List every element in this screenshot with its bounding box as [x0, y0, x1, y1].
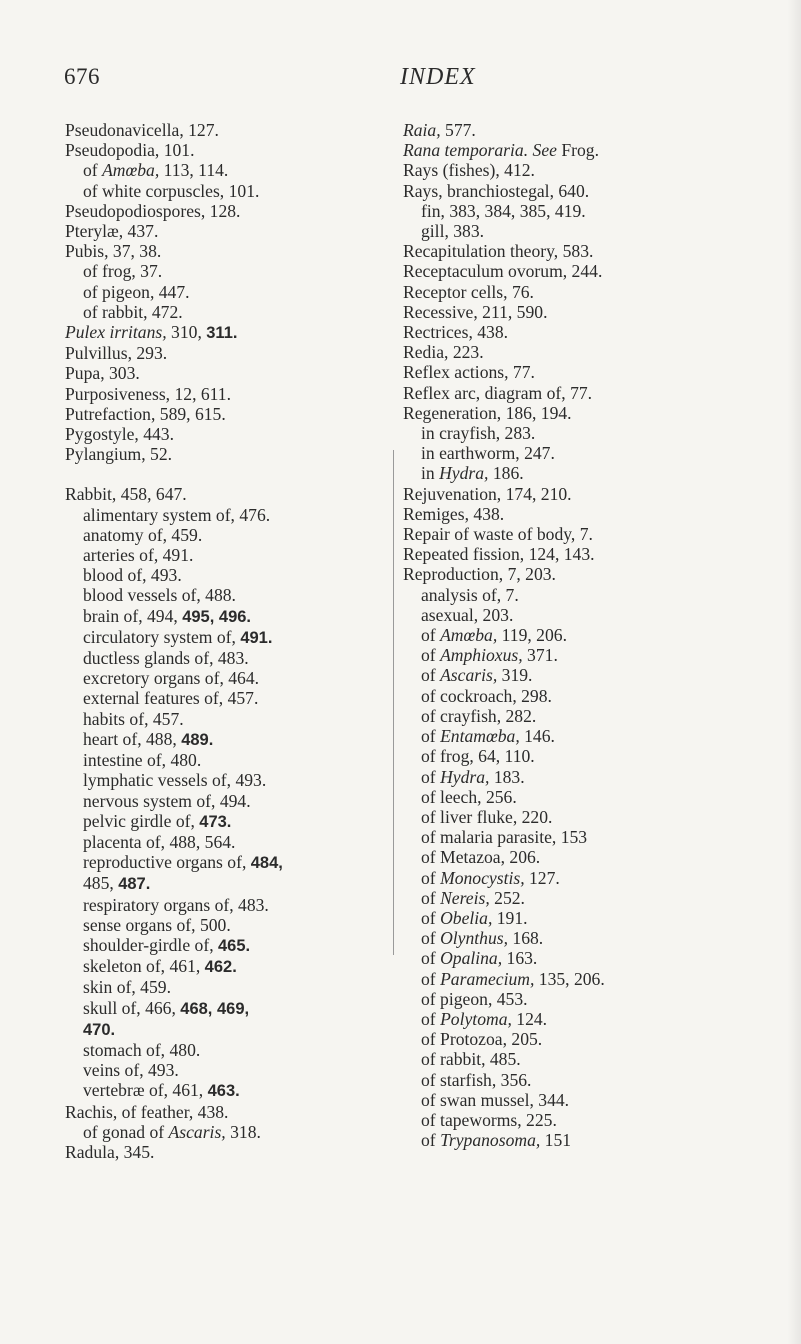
index-subentry — [403, 787, 793, 807]
entry-text: of starfish, 356. — [421, 1069, 532, 1090]
entry-text: See — [532, 140, 557, 161]
index-entry — [403, 282, 793, 302]
entry-text: of frog, 64, 110. — [421, 746, 535, 767]
index-subentry — [65, 302, 390, 322]
entry-text: 127. — [524, 867, 560, 888]
index-subentry — [403, 463, 793, 483]
entry-text: 491. — [240, 628, 273, 647]
entry-text: skeleton of, 461, — [83, 956, 205, 977]
entry-text: Entamœba, — [440, 726, 520, 747]
index-subentry — [65, 852, 390, 873]
entry-text: Amœba, — [440, 625, 498, 646]
entry-text: of pigeon, 453. — [421, 988, 528, 1009]
entry-text: vertebræ of, 461, — [83, 1080, 208, 1101]
column-divider — [393, 450, 394, 955]
index-entry — [65, 384, 390, 404]
entry-text: 163. — [502, 948, 538, 969]
entry-text: of frog, 37. — [83, 261, 163, 282]
index-subentry — [65, 525, 390, 545]
running-title: INDEX — [400, 64, 476, 90]
index-entry — [403, 544, 793, 564]
entry-text: 186. — [488, 463, 524, 484]
index-subentry — [403, 767, 793, 787]
index-subentry — [403, 201, 793, 221]
index-subentry — [65, 282, 390, 302]
entry-text: Recessive, 211, 590. — [403, 301, 548, 322]
index-subentry — [403, 605, 793, 625]
entry-text: in earthworm, 247. — [421, 443, 555, 464]
index-subentry — [403, 868, 793, 888]
entry-text: Rectrices, 438. — [403, 322, 509, 343]
entry-text: 462. — [204, 958, 237, 977]
entry-text: Recapitulation theory, 583. — [403, 241, 594, 262]
entry-text: gill, 383. — [421, 221, 485, 242]
entry-text: 151 — [540, 1130, 572, 1151]
index-entry — [65, 404, 390, 424]
index-entry — [65, 221, 390, 241]
entry-text: stomach of, 480. — [83, 1039, 201, 1060]
entry-text: 485, — [83, 873, 119, 894]
index-subentry — [65, 627, 390, 648]
index-entry — [65, 120, 390, 140]
entry-text: 146. — [519, 726, 555, 747]
index-subentry — [403, 1090, 793, 1110]
entry-text: fin, 383, 384, 385, 419. — [421, 200, 586, 221]
entry-text: 168. — [508, 928, 544, 949]
entry-text: excretory organs of, 464. — [83, 668, 260, 689]
entry-text: Paramecium, — [440, 968, 535, 989]
entry-text: brain of, 494, — [83, 605, 183, 626]
index-subentry — [65, 935, 390, 956]
index-entry — [65, 241, 390, 261]
index-subentry — [65, 261, 390, 281]
entry-text: Receptor cells, 76. — [403, 281, 534, 302]
entry-text: reproductive organs of, — [83, 852, 251, 873]
index-subentry — [65, 648, 390, 668]
index-subentry — [403, 221, 793, 241]
entry-text: in crayfish, 283. — [421, 423, 536, 444]
index-subentry — [65, 895, 390, 915]
index-entry — [65, 140, 390, 160]
entry-text: 470. — [83, 1020, 116, 1039]
index-entry — [403, 140, 793, 160]
entry-text: of — [421, 766, 441, 787]
index-subentry — [65, 811, 390, 832]
entry-text: Amœba, — [102, 160, 160, 181]
index-subentry — [403, 625, 793, 645]
index-subentry — [65, 791, 390, 811]
index-subentry — [403, 807, 793, 827]
entry-text: of rabbit, 472. — [83, 301, 183, 322]
entry-text: Opalina, — [440, 948, 503, 969]
entry-text: pelvic girdle of, — [83, 810, 200, 831]
entry-text: of — [421, 968, 441, 989]
index-entry — [403, 524, 793, 544]
index-entry — [403, 160, 793, 180]
index-subentry — [65, 668, 390, 688]
entry-text: Pseudonavicella, 127. — [65, 120, 219, 140]
entry-text: 183. — [489, 766, 525, 787]
index-subentry — [65, 956, 390, 977]
index-entry — [403, 302, 793, 322]
index-subentry — [65, 770, 390, 790]
index-entry — [403, 322, 793, 342]
index-subentry — [403, 1110, 793, 1130]
entry-text: anatomy of, 459. — [83, 524, 203, 545]
entry-text: skin of, 459. — [83, 977, 171, 998]
index-entry — [65, 322, 390, 343]
entry-text: Monocystis, — [440, 867, 525, 888]
entry-text: habits of, 457. — [83, 708, 184, 729]
entry-text: heart of, 488, — [83, 728, 182, 749]
entry-text: Amphioxus, — [440, 645, 523, 666]
entry-text: nervous system of, 494. — [83, 790, 251, 811]
index-entry — [65, 363, 390, 383]
entry-text: of — [421, 907, 441, 928]
entry-text: Ascaris, — [168, 1121, 226, 1142]
index-subentry — [65, 1122, 390, 1142]
entry-text: Rabbit, 458, 647. — [65, 484, 187, 505]
entry-text: Reflex actions, 77. — [403, 362, 535, 383]
entry-text: analysis of, 7. — [421, 584, 519, 605]
entry-text: Radula, 345. — [65, 1141, 155, 1162]
entry-text: of — [421, 948, 441, 969]
entry-text: of liver fluke, 220. — [421, 806, 553, 827]
entry-text: asexual, 203. — [421, 604, 514, 625]
index-entry — [403, 504, 793, 524]
index-subentry — [65, 1060, 390, 1080]
entry-text: 310, — [166, 322, 207, 343]
index-column-left — [65, 120, 390, 1162]
index-subentry — [65, 585, 390, 605]
entry-text: of pigeon, 447. — [83, 281, 190, 302]
index-subentry — [403, 686, 793, 706]
entry-text: external features of, 457. — [83, 688, 259, 709]
index-subentry — [403, 1049, 793, 1069]
entry-text: 191. — [492, 907, 528, 928]
entry-text: of — [421, 665, 441, 686]
entry-text: Pulex irritans, — [65, 322, 167, 343]
entry-text: of — [421, 928, 441, 949]
entry-text: Pygostyle, 443. — [65, 424, 174, 445]
entry-text: 124. — [511, 1008, 548, 1029]
entry-text: Pupa, 303. — [65, 363, 140, 384]
index-subentry — [65, 729, 390, 750]
index-subentry — [403, 908, 793, 928]
entry-text: alimentary system of, 476. — [83, 504, 271, 525]
index-entry — [403, 484, 793, 504]
index-subentry — [403, 665, 793, 685]
index-entry-continuation — [65, 873, 390, 894]
entry-text: 311. — [206, 324, 238, 343]
entry-text: Obelia, — [440, 907, 493, 928]
index-entry-continuation — [65, 1019, 390, 1040]
entry-text: Rachis, of feather, 438. — [65, 1101, 229, 1122]
entry-text: lymphatic vessels of, 493. — [83, 770, 267, 791]
entry-text: Raia, — [403, 120, 441, 140]
entry-text: 113, 114. — [159, 160, 229, 181]
entry-text: Nereis, — [440, 887, 490, 908]
entry-text: Olynthus, — [440, 928, 508, 949]
entry-text: 468, 469, — [180, 999, 250, 1018]
index-subentry — [403, 726, 793, 746]
entry-text: Polytoma, — [440, 1008, 512, 1029]
index-subentry — [403, 969, 793, 989]
index-subentry — [65, 750, 390, 770]
entry-text: Redia, 223. — [403, 342, 484, 363]
entry-text: Purposiveness, 12, 611. — [65, 383, 231, 404]
index-subentry — [65, 709, 390, 729]
index-subentry — [65, 181, 390, 201]
entry-text: of — [421, 887, 441, 908]
index-subentry — [403, 888, 793, 908]
entry-text: Pylangium, 52. — [65, 444, 173, 465]
entry-text: 484, — [250, 854, 283, 873]
index-entry — [403, 564, 793, 584]
index-subentry — [65, 998, 390, 1019]
index-subentry — [65, 505, 390, 525]
index-subentry — [403, 1070, 793, 1090]
index-entry — [65, 1142, 390, 1162]
entry-text: ductless glands of, 483. — [83, 648, 249, 669]
index-subentry — [65, 160, 390, 180]
entry-text: veins of, 493. — [83, 1060, 179, 1081]
entry-text: of — [421, 1130, 441, 1151]
index-subentry — [403, 585, 793, 605]
index-subentry — [403, 989, 793, 1009]
entry-text: of — [421, 625, 441, 646]
index-subentry — [403, 827, 793, 847]
index-entry — [403, 362, 793, 382]
entry-text: Hydra, — [439, 463, 489, 484]
entry-text: of crayfish, 282. — [421, 705, 537, 726]
index-entry — [65, 201, 390, 221]
entry-text: Regeneration, 186, 194. — [403, 402, 572, 423]
entry-text: 487. — [118, 875, 151, 894]
index-subentry — [403, 645, 793, 665]
entry-text: of white corpuscles, 101. — [83, 180, 260, 201]
entry-text: of leech, 256. — [421, 786, 517, 807]
index-entry — [65, 1102, 390, 1122]
entry-text: Pterylæ, 437. — [65, 221, 159, 242]
entry-text: Pseudopodia, 101. — [65, 140, 195, 161]
entry-text: Rejuvenation, 174, 210. — [403, 483, 572, 504]
section-gap — [65, 464, 390, 484]
entry-text: of cockroach, 298. — [421, 685, 552, 706]
index-subentry — [65, 606, 390, 627]
entry-text: Trypanosoma, — [440, 1130, 541, 1151]
index-entry — [65, 484, 390, 504]
entry-text: Putrefaction, 589, 615. — [65, 403, 226, 424]
index-subentry — [403, 1130, 793, 1150]
index-subentry — [65, 545, 390, 565]
entry-text: arteries of, 491. — [83, 545, 194, 566]
entry-text: 318. — [225, 1121, 261, 1142]
entry-text: 473. — [199, 812, 232, 831]
entry-text: Rays, branchiostegal, 640. — [403, 180, 590, 201]
index-subentry — [65, 688, 390, 708]
entry-text: Rana temporaria. — [403, 140, 529, 161]
page-number: 676 — [64, 64, 100, 89]
entry-text: placenta of, 488, 564. — [83, 831, 236, 852]
entry-text: of gonad of — [83, 1121, 169, 1142]
entry-text: circulatory system of, — [83, 626, 241, 647]
entry-text: of — [421, 726, 441, 747]
index-subentry — [65, 977, 390, 997]
index-subentry — [403, 928, 793, 948]
entry-text: Reproduction, 7, 203. — [403, 564, 556, 585]
entry-text: sense organs of, 500. — [83, 914, 231, 935]
entry-text: Repeated fission, 124, 143. — [403, 544, 595, 565]
index-subentry — [65, 1080, 390, 1101]
entry-text: respiratory organs of, 483. — [83, 894, 269, 915]
entry-text: Receptaculum ovorum, 244. — [403, 261, 603, 282]
entry-text: in — [421, 463, 440, 484]
entry-text: Pubis, 37, 38. — [65, 241, 162, 262]
index-subentry — [403, 1029, 793, 1049]
entry-text: of malaria parasite, 153 — [421, 827, 588, 848]
entry-text: Remiges, 438. — [403, 503, 505, 524]
entry-text: Frog. — [556, 140, 599, 161]
index-column-right — [403, 120, 793, 1150]
entry-text: of tapeworms, 225. — [421, 1109, 557, 1130]
index-entry — [65, 444, 390, 464]
entry-text: 465. — [218, 936, 251, 955]
index-entry — [403, 342, 793, 362]
index-subentry — [403, 443, 793, 463]
index-entry — [403, 241, 793, 261]
entry-text: of Protozoa, 205. — [421, 1029, 543, 1050]
entry-text: 463. — [207, 1082, 240, 1101]
entry-text: of Metazoa, 206. — [421, 847, 541, 868]
entry-text: of rabbit, 485. — [421, 1049, 521, 1070]
index-subentry — [65, 832, 390, 852]
entry-text: of — [421, 867, 441, 888]
entry-text: Pseudopodiospores, 128. — [65, 200, 241, 221]
index-entry — [65, 424, 390, 444]
index-entry — [403, 403, 793, 423]
page-edge-shadow — [787, 0, 801, 1344]
entry-text: 489. — [181, 730, 214, 749]
index-subentry — [403, 746, 793, 766]
entry-text: blood of, 493. — [83, 565, 182, 586]
entry-text: intestine of, 480. — [83, 750, 202, 771]
entry-text: blood vessels of, 488. — [83, 585, 236, 606]
entry-text: of swan mussel, 344. — [421, 1089, 570, 1110]
index-entry — [403, 261, 793, 281]
entry-text: 119, 206. — [497, 625, 567, 646]
page-header — [64, 64, 764, 100]
entry-text: 319. — [497, 665, 533, 686]
index-subentry — [403, 1009, 793, 1029]
index-subentry — [65, 915, 390, 935]
index-subentry — [403, 948, 793, 968]
entry-text: Pulvillus, 293. — [65, 343, 168, 364]
entry-text: of — [83, 160, 103, 181]
entry-text: Reflex arc, diagram of, 77. — [403, 382, 593, 403]
index-entry — [403, 383, 793, 403]
index-entry — [403, 120, 793, 140]
index-entry — [403, 181, 793, 201]
index-subentry — [403, 847, 793, 867]
entry-text: 371. — [522, 645, 558, 666]
index-subentry — [403, 706, 793, 726]
index-subentry — [403, 423, 793, 443]
entry-text: of — [421, 645, 441, 666]
entry-text: Hydra, — [440, 766, 490, 787]
entry-text: 495, 496. — [182, 607, 252, 626]
entry-text: skull of, 466, — [83, 997, 181, 1018]
entry-text: of — [421, 1008, 441, 1029]
entry-text: 135, 206. — [534, 968, 605, 989]
entry-text: 577. — [440, 120, 476, 140]
entry-text: Ascaris, — [440, 665, 498, 686]
entry-text: shoulder-girdle of, — [83, 934, 218, 955]
entry-text: Repair of waste of body, 7. — [403, 524, 593, 545]
index-entry — [65, 343, 390, 363]
entry-text: 252. — [489, 887, 525, 908]
index-subentry — [65, 1040, 390, 1060]
index-subentry — [65, 565, 390, 585]
entry-text: Rays (fishes), 412. — [403, 160, 535, 181]
